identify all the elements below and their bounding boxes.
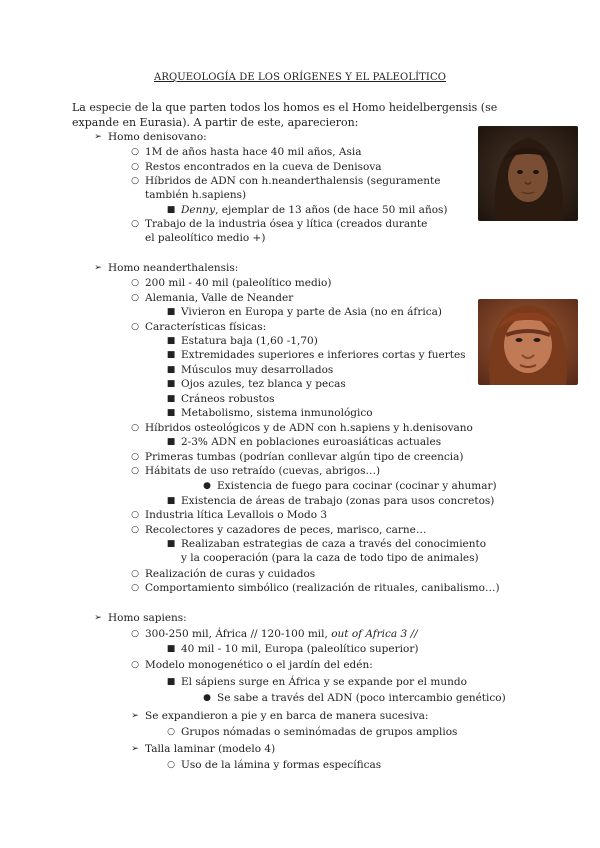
circle-bullet-icon: ○	[131, 466, 139, 476]
square-bullet-icon: ■	[166, 307, 176, 317]
list-item: ■ Estatura baja (1,60 -1,70)	[166, 335, 318, 347]
circle-bullet-icon: ○	[131, 219, 139, 229]
list-item: ■ Existencia de áreas de trabajo (zonas para usos concretos)	[166, 495, 495, 507]
circle-bullet-icon: ○	[131, 510, 139, 520]
list-item: ■ Cráneos robustos	[166, 393, 275, 405]
circle-bullet-icon: ○	[131, 660, 139, 670]
list-item: ○ Alemania, Valle de Neander	[145, 291, 293, 305]
list-item: ○ Realización de curas y cuidados	[145, 567, 315, 581]
circle-bullet-icon: ○	[131, 162, 139, 172]
list-item: ○ Híbridos de ADN con h.neanderthalensis (seguramente también h.sapiens)	[145, 174, 475, 202]
arrow-bullet-icon: ➢	[94, 263, 102, 273]
list-item: ○ Primeras tumbas (podrían conllevar algún tipo de creencia)	[145, 450, 463, 464]
arrow-bullet-icon: ➢	[94, 132, 102, 142]
denisovan-girl-image	[478, 126, 578, 221]
circle-bullet-icon: ○	[167, 760, 175, 770]
list-item: ○ Industria lítica Levallois o Modo 3	[145, 508, 327, 522]
dot-bullet-icon: ●	[203, 693, 211, 703]
circle-bullet-icon: ○	[131, 423, 139, 433]
circle-bullet-icon: ○	[131, 569, 139, 579]
list-item: ■ Metabolismo, sistema inmunológico	[166, 407, 373, 419]
circle-bullet-icon: ○	[131, 525, 139, 535]
square-bullet-icon: ■	[166, 496, 176, 506]
list-item: ○ 1M de años hasta hace 40 mil años, Asia	[145, 145, 362, 159]
list-item: ○ Características físicas:	[145, 320, 266, 334]
list-item: ○ Modelo monogenético o el jardín del edén:	[145, 658, 373, 672]
square-bullet-icon: ■	[166, 539, 176, 549]
square-bullet-icon: ■	[166, 408, 176, 418]
list-item: ● Se sabe a través del ADN (poco intercambio genético)	[217, 691, 506, 705]
list-item: ● Existencia de fuego para cocinar (cocinar y ahumar)	[217, 479, 497, 493]
circle-bullet-icon: ○	[131, 629, 139, 639]
list-item: ○ Recolectores y cazadores de peces, marisco, carne…	[145, 523, 426, 537]
square-bullet-icon: ■	[166, 350, 176, 360]
list-item: ■ El sápiens surge en África y se expande por el mundo	[166, 676, 467, 688]
circle-bullet-icon: ○	[131, 278, 139, 288]
circle-bullet-icon: ○	[131, 176, 139, 186]
arrow-bullet-icon: ➢	[94, 613, 102, 623]
list-item: ■ Vivieron en Europa y parte de Asia (no en áfrica)	[166, 306, 442, 318]
neanderthal-man-image	[478, 299, 578, 385]
list-item: ■ Realizaban estrategias de caza a través del conocimiento y la cooperación (para la caza de todo tipo de animales)	[166, 538, 487, 564]
section-heading-sapiens: ➢ Homo sapiens:	[108, 611, 187, 625]
square-bullet-icon: ■	[166, 365, 176, 375]
list-item: ○ Grupos nómadas o seminómadas de grupos amplios	[181, 725, 457, 739]
circle-bullet-icon: ○	[131, 452, 139, 462]
square-bullet-icon: ■	[166, 437, 176, 447]
list-item: ○ Trabajo de la industria ósea y lítica (creados durante el paleolítico medio +)	[145, 217, 435, 245]
list-item: ■ Denny, ejemplar de 13 años (de hace 50 mil años)	[166, 204, 448, 216]
dot-bullet-icon: ●	[203, 481, 211, 491]
arrow-bullet-icon: ➢	[131, 744, 139, 754]
list-item: ■ 2-3% ADN en poblaciones euroasiáticas actuales	[166, 436, 442, 448]
circle-bullet-icon: ○	[131, 322, 139, 332]
list-item: ○ Híbridos osteológicos y de ADN con h.sapiens y h.denisovano	[145, 421, 473, 435]
list-item: ■ Ojos azules, tez blanca y pecas	[166, 378, 346, 390]
list-item: ➢ Talla laminar (modelo 4)	[145, 742, 275, 756]
square-bullet-icon: ■	[166, 336, 176, 346]
list-item: ■ Extremidades superiores e inferiores cortas y fuertes	[166, 349, 466, 361]
circle-bullet-icon: ○	[131, 583, 139, 593]
list-item: ○ Uso de la lámina y formas específicas	[181, 758, 381, 772]
circle-bullet-icon: ○	[167, 727, 175, 737]
intro-paragraph: La especie de la que parten todos los homos es el Homo heidelbergensis (se expande en Eurasia). A partir de este, aparecieron:	[72, 101, 498, 129]
list-item: ○ Restos encontrados en la cueva de Denisova	[145, 160, 382, 174]
list-item: ➢ Se expandieron a pie y en barca de manera sucesiva:	[145, 709, 428, 723]
square-bullet-icon: ■	[166, 379, 176, 389]
list-item: ○ 300-250 mil, África // 120-100 mil, out of Africa 3 //	[145, 627, 418, 641]
page-title: ARQUEOLOGÍA DE LOS ORÍGENES Y EL PALEOLÍTICO	[154, 72, 446, 83]
square-bullet-icon: ■	[166, 644, 176, 654]
list-item: ○ 200 mil - 40 mil (paleolítico medio)	[145, 276, 331, 290]
list-item: ○ Comportamiento simbólico (realización de rituales, canibalismo…)	[145, 581, 500, 595]
section-heading-neanderthalensis: ➢ Homo neanderthalensis:	[108, 261, 238, 275]
arrow-bullet-icon: ➢	[131, 711, 139, 721]
square-bullet-icon: ■	[166, 677, 176, 687]
list-item: ○ Hábitats de uso retraído (cuevas, abrigos…)	[145, 464, 380, 478]
list-item: ■ 40 mil - 10 mil, Europa (paleolítico superior)	[166, 643, 419, 655]
circle-bullet-icon: ○	[131, 147, 139, 157]
square-bullet-icon: ■	[166, 205, 176, 215]
section-heading-denisovano: ➢ Homo denisovano:	[108, 130, 207, 144]
circle-bullet-icon: ○	[131, 293, 139, 303]
square-bullet-icon: ■	[166, 394, 176, 404]
list-item: ■ Músculos muy desarrollados	[166, 364, 334, 376]
